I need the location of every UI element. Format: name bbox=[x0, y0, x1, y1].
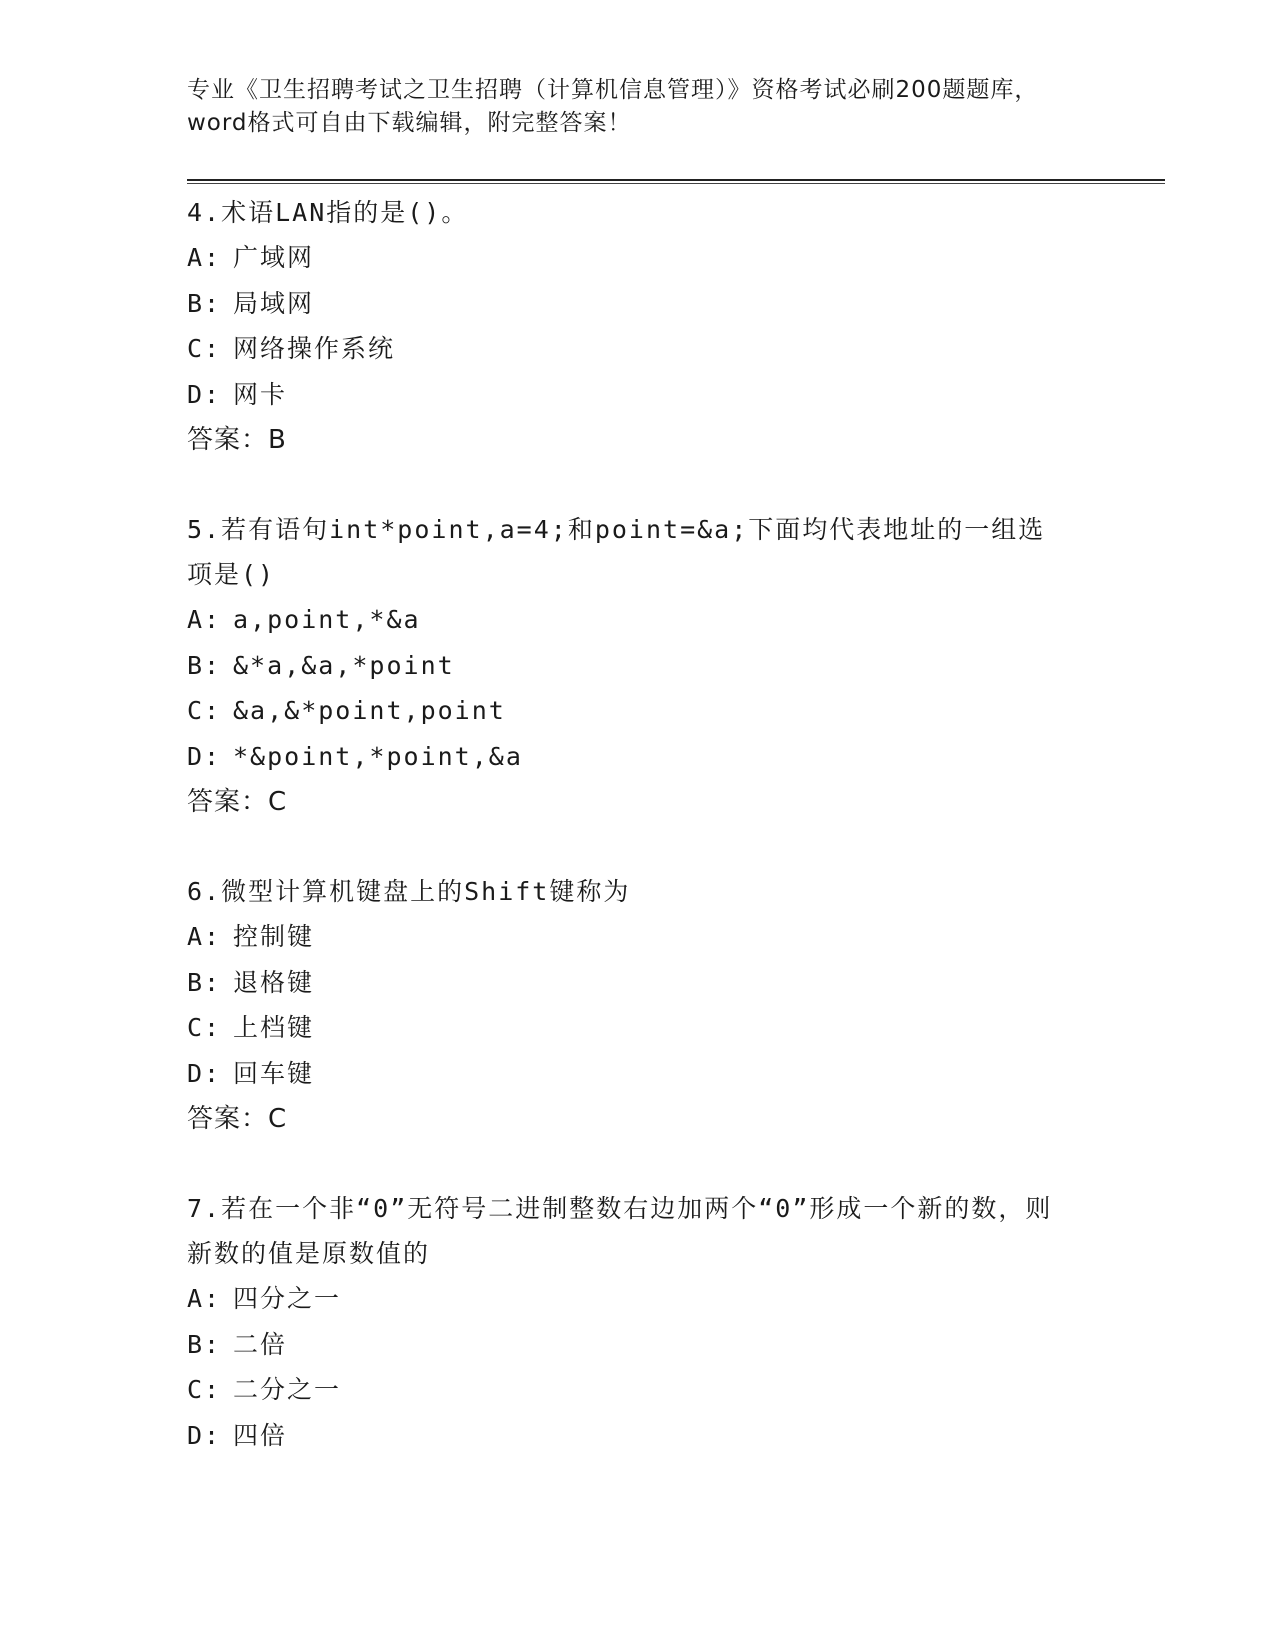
option-text: 二倍 bbox=[233, 1329, 288, 1359]
question-7 bbox=[187, 1186, 1087, 1458]
question-list bbox=[187, 190, 1087, 1502]
answer-line: 答案：C bbox=[187, 1104, 288, 1134]
option-c bbox=[187, 326, 1087, 372]
option-text: &a,&*point,point bbox=[233, 696, 506, 725]
answer-line: 答案：C bbox=[187, 787, 288, 817]
option-c bbox=[187, 1005, 1087, 1051]
option-letter: C: bbox=[187, 1375, 222, 1404]
option-text: 回车键 bbox=[233, 1058, 315, 1088]
header-divider-thin bbox=[187, 183, 1165, 184]
question-stem: 4.术语LAN指的是()。 bbox=[187, 198, 469, 227]
option-letter: D: bbox=[187, 1058, 222, 1088]
option-text: 控制键 bbox=[233, 922, 315, 951]
option-a bbox=[187, 597, 1087, 643]
option-d bbox=[187, 1051, 1087, 1097]
option-text: *&point,*point,&a bbox=[233, 741, 523, 771]
option-letter: D: bbox=[187, 379, 222, 409]
option-letter: C: bbox=[187, 1013, 222, 1042]
option-letter: A: bbox=[187, 243, 222, 272]
header-divider-thick bbox=[187, 179, 1165, 181]
question-5 bbox=[187, 507, 1087, 825]
header-line-2: word格式可自由下载编辑，附完整答案！ bbox=[187, 110, 632, 136]
question-6 bbox=[187, 869, 1087, 1142]
question-stem: 6.微型计算机键盘上的Shift键称为 bbox=[187, 877, 631, 906]
option-b bbox=[187, 281, 1087, 327]
option-letter: B: bbox=[187, 288, 222, 318]
document-header bbox=[187, 74, 1087, 140]
option-text: 网卡 bbox=[233, 379, 288, 409]
option-letter: A: bbox=[187, 605, 222, 634]
option-text: 四倍 bbox=[233, 1420, 288, 1450]
option-letter: A: bbox=[187, 922, 222, 951]
option-letter: B: bbox=[187, 967, 222, 997]
option-letter: C: bbox=[187, 696, 222, 725]
question-stem: 5.若有语句int*point,a=4;和point=&a;下面均代表地址的一组选项是() bbox=[187, 515, 1046, 589]
option-text: 广域网 bbox=[233, 243, 315, 272]
option-d bbox=[187, 1413, 1087, 1459]
option-text: &*a,&a,*point bbox=[233, 650, 455, 680]
option-text: 二分之一 bbox=[233, 1375, 342, 1404]
option-text: 上档键 bbox=[233, 1013, 315, 1042]
header-line-1: 专业《卫生招聘考试之卫生招聘（计算机信息管理）》资格考试必刷200题题库， bbox=[187, 77, 1039, 103]
option-c bbox=[187, 688, 1087, 734]
option-letter: D: bbox=[187, 741, 222, 771]
option-letter: C: bbox=[187, 334, 222, 363]
option-a bbox=[187, 235, 1087, 281]
option-letter: D: bbox=[187, 1420, 222, 1450]
question-4 bbox=[187, 190, 1087, 463]
option-letter: B: bbox=[187, 1329, 222, 1359]
option-text: 退格键 bbox=[233, 967, 315, 997]
option-b bbox=[187, 1322, 1087, 1368]
option-text: 网络操作系统 bbox=[233, 334, 396, 363]
option-letter: A: bbox=[187, 1284, 222, 1313]
option-text: a,point,*&a bbox=[233, 605, 421, 634]
option-a bbox=[187, 1276, 1087, 1322]
answer-line: 答案：B bbox=[187, 425, 287, 455]
option-d bbox=[187, 372, 1087, 418]
option-c bbox=[187, 1367, 1087, 1413]
option-text: 四分之一 bbox=[233, 1284, 342, 1313]
option-d bbox=[187, 734, 1087, 780]
option-b bbox=[187, 960, 1087, 1006]
option-text: 局域网 bbox=[233, 288, 315, 318]
question-stem: 7.若在一个非“0”无符号二进制整数右边加两个“0”形成一个新的数，则新数的值是原数值的 bbox=[187, 1194, 1053, 1268]
option-letter: B: bbox=[187, 650, 222, 680]
option-b bbox=[187, 643, 1087, 689]
option-a bbox=[187, 914, 1087, 960]
